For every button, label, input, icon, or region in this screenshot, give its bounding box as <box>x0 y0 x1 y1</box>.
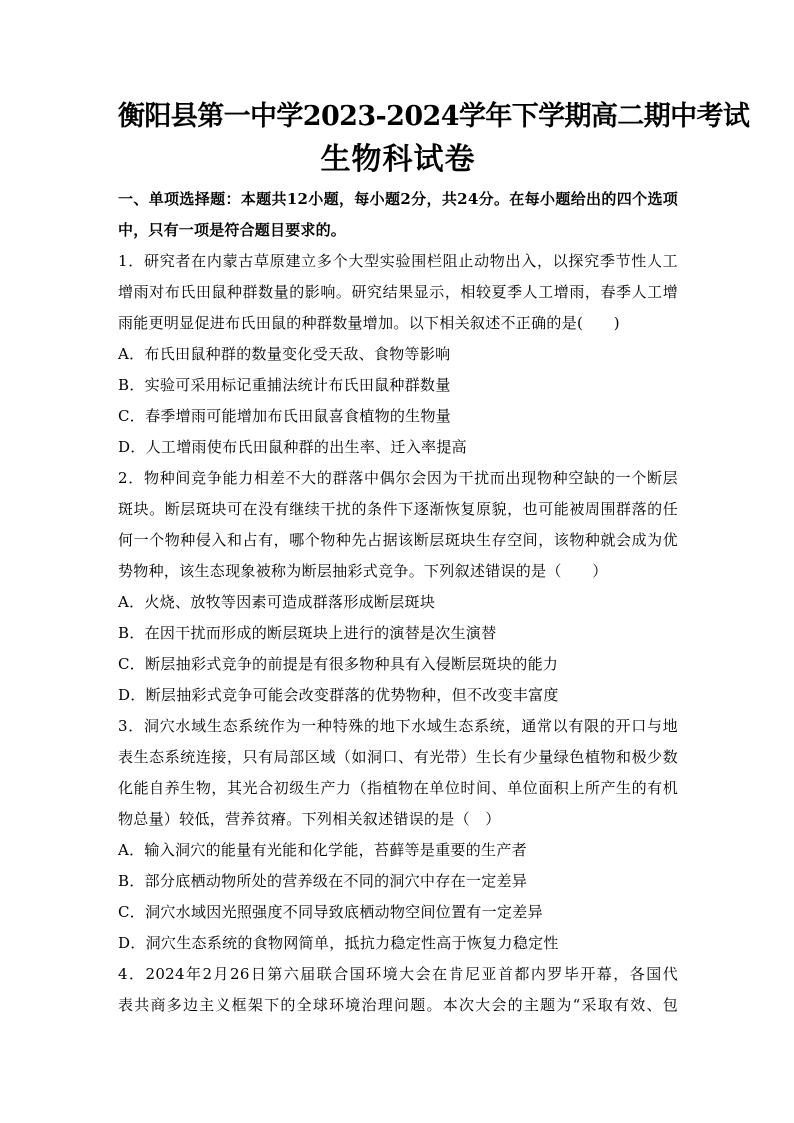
question-2 <box>118 463 678 711</box>
exam-title: 衡阳县第一中学2023-2024学年下学期高二期中考试 <box>118 101 750 132</box>
question-4 <box>118 959 678 1021</box>
option-a: A．输入洞穴的能量有光能和化学能，苔藓等是重要的生产者 <box>118 841 527 859</box>
question-stem-line: 表共商多边主义框架下的全球环境治理问题。本次大会的主题为“采取有效、包 <box>118 996 678 1014</box>
option-d: D．断层抽彩式竞争可能会改变群落的优势物种，但不改变丰富度 <box>118 686 559 704</box>
question-1 <box>118 246 678 463</box>
question-3 <box>118 711 678 959</box>
question-stem: 3．洞穴水域生态系统作为一种特殊的地下水域生态系统，通常以有限的开口与地表生态系统连接，只有局部区域（如洞口、有光带）生长有少量绿色植物和极少数化能自养生物，其光合初级生产力（指植物在单位时间、单位面积上所产生的有机物总量）较低，营养贫瘠。下列相关叙述错误的是（ ） <box>118 717 678 828</box>
option-b: B．实验可采用标记重捕法统计布氏田鼠种群数量 <box>118 376 451 394</box>
option-c: C．断层抽彩式竞争的前提是有很多物种具有入侵断层斑块的能力 <box>118 655 559 673</box>
exam-subject-title: 生物科试卷 <box>320 142 476 177</box>
option-a: A．布氏田鼠种群的数量变化受天敌、食物等影响 <box>118 345 451 363</box>
question-stem: 2．物种间竞争能力相差不大的群落中偶尔会因为干扰而出现物种空缺的一个断层斑块。断层斑块可在没有继续干扰的条件下逐渐恢复原貌，也可能被周围群落的任何一个物种侵入和占有，哪个物种先占据该断层斑块生存空间，该物种就会成为优势物种，该生态现象被称为断层抽彩式竞争。下列叙述错误的是（ ） <box>118 469 678 580</box>
exam-page <box>118 96 750 1021</box>
option-b: B．在因干扰而形成的断层斑块上进行的演替是次生演替 <box>118 624 497 642</box>
option-b: B．部分底栖动物所处的营养级在不同的洞穴中存在一定差异 <box>118 872 528 890</box>
question-stem: 1．研究者在内蒙古草原建立多个大型实验围栏阻止动物出入，以探究季节性人工增雨对布氏田鼠种群数量的影响。研究结果显示，相较夏季人工增雨，春季人工增雨能更明显促进布氏田鼠的种群数量增加。以下相关叙述不正确的是( ) <box>118 252 678 332</box>
option-c: C．春季增雨可能增加布氏田鼠喜食植物的生物量 <box>118 407 452 425</box>
option-d: D．洞穴生态系统的食物网简单，抵抗力稳定性高于恢复力稳定性 <box>118 934 559 952</box>
question-stem-line: 4．2024年2月26日第六届联合国环境大会在肯尼亚首都内罗毕开幕，各国代 <box>118 965 678 983</box>
option-d: D．人工增雨使布氏田鼠种群的出生率、迁入率提高 <box>118 438 467 456</box>
option-c: C．洞穴水域因光照强度不同导致底栖动物空间位置有一定差异 <box>118 903 543 921</box>
option-a: A．火烧、放牧等因素可造成群落形成断层斑块 <box>118 593 436 611</box>
section-heading: 一、单项选择题：本题共12小题，每小题2分，共24分。在每小题给出的四个选项中，只有一项是符合题目要求的。 <box>118 190 678 239</box>
